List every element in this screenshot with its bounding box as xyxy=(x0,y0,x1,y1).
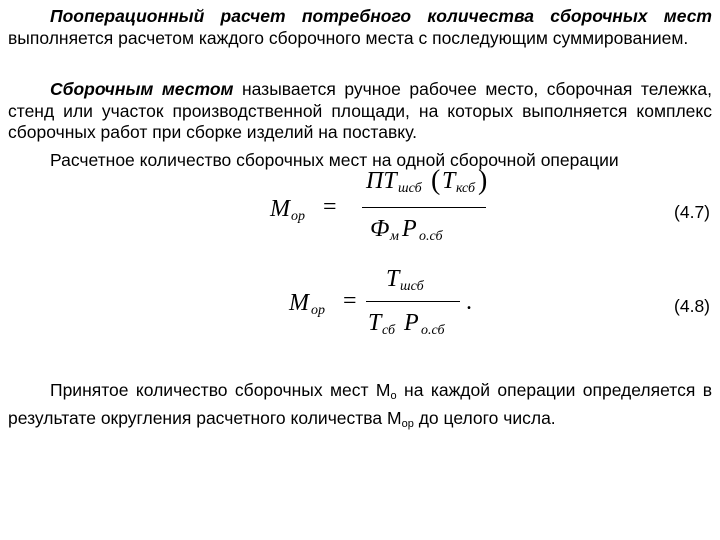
paragraph-text: выполняется расчетом каждого сборочного места с последующим суммированием. xyxy=(8,27,689,48)
paragraph-text: на каждой операции определяется в результате округления расчетного количества М xyxy=(8,380,712,428)
term-bold-italic: Пооперационный расчет потребного количества сборочных мест xyxy=(50,6,712,26)
formula-left-paren: ( xyxy=(431,165,441,196)
formula-equals: = xyxy=(343,288,357,314)
formula-denominator-subscript-p: о.сб xyxy=(419,229,443,244)
formula-numerator-symbol: T xyxy=(386,266,400,292)
formula-lhs-subscript: ор xyxy=(311,303,325,318)
paragraph-rounding xyxy=(8,380,712,435)
paragraph-text: называется ручное рабочее место, сборочная тележка, стенд или участок производственной площади, на которых выполняется комплекс сборочных работ при сборке изделий на поставку. xyxy=(8,79,712,142)
formula-denominator-symbol-p: P xyxy=(404,310,419,336)
formula-denominator-symbol: Ф xyxy=(370,216,390,242)
paragraph-text: Расчетное количество сборочных мест на одной сборочной операции xyxy=(50,150,619,170)
formula-numerator-subscript: шсб xyxy=(398,181,422,196)
formula-denominator-symbol-p: P xyxy=(402,216,417,242)
paragraph-text: Принятое количество сборочных мест М xyxy=(50,380,391,400)
fraction-bar xyxy=(366,301,460,302)
formula-lhs-symbol: M xyxy=(270,196,290,222)
subscript: ор xyxy=(401,417,414,430)
equation-number-4-8: (4.8) xyxy=(674,296,710,316)
formula-numerator-symbol: ПT xyxy=(366,168,397,194)
equation-number-4-7: (4.7) xyxy=(674,202,710,222)
formula-numerator-symbol-t: T xyxy=(442,168,456,194)
formula-lhs-subscript: ор xyxy=(291,209,305,224)
term-bold-italic: Сборочным местом xyxy=(50,79,234,99)
subscript: о xyxy=(390,390,397,402)
formula-period: . xyxy=(466,289,472,315)
formula-lhs-symbol: M xyxy=(289,290,309,316)
formula-denominator-symbol: T xyxy=(368,310,382,336)
paragraph-text: до целого числа. xyxy=(413,407,556,428)
formula-denominator-subscript: сб xyxy=(382,323,396,338)
formula-right-paren: ) xyxy=(478,165,488,196)
formula-denominator-subscript-p: о.сб xyxy=(421,323,445,338)
formula-equals: = xyxy=(323,194,337,220)
formula-denominator-subscript: м xyxy=(390,229,399,244)
formula-numerator-subscript-t: ксб xyxy=(456,181,476,196)
formula-numerator-subscript: шсб xyxy=(400,279,424,294)
